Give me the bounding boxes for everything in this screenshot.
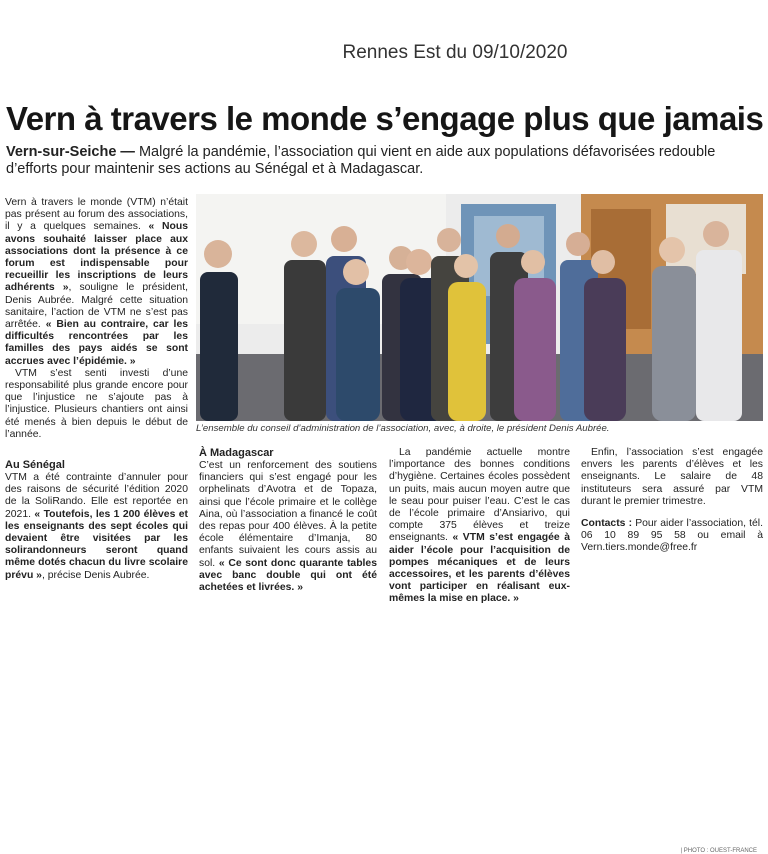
source-date: Rennes Est du 09/10/2020 bbox=[342, 42, 568, 63]
article-headline: Vern à travers le monde s’engage plus que jamais bbox=[6, 100, 764, 137]
photo-credit: | PHOTO : OUEST-FRANCE bbox=[680, 848, 757, 854]
column-4 bbox=[581, 447, 763, 555]
photo-caption: L’ensemble du conseil d’administration de l’association, avec, à droite, le président Denis Aubrée. | PHOTO : OUEST-FRANCE bbox=[196, 423, 757, 854]
contacts-paragraph: Contacts : Pour aider l’association, tél. 06 10 89 95 58 ou email à Vern.tiers.monde@free.fr bbox=[581, 518, 763, 554]
section-heading-senegal: Au Sénégal bbox=[5, 459, 65, 471]
paragraph: C’est un renforcement des soutiens financiers qui s’est engagé pour les orphelinats d’Avotra et de Topaza, ainsi que l’école primaire et le collège Aina, où l’association a financé le coût des repas pour 400 élèves. À la petite école élémentaire d’Imanja, 80 enfants suivaient les cours assis au sol. « Ce sont donc quarante tables avec banc double qui ont été achetées et livrées. » bbox=[199, 460, 377, 594]
group-photo-illustration bbox=[196, 194, 763, 421]
dateline: Vern-sur-Seiche — bbox=[6, 144, 135, 160]
column-3 bbox=[389, 447, 570, 606]
intro-text: Malgré la pandémie, l’association qui vient en aide aux populations défavorisées redouble d’efforts pour maintenir ses actions au Sénégal et à Madagascar. bbox=[6, 144, 716, 177]
paragraph: Enfin, l’association s’est engagée envers les parents d’élèves et les enseignants. Le salaire de 48 instituteurs sera assuré par VTM durant le premier trimestre. bbox=[581, 447, 763, 507]
column-2 bbox=[199, 447, 377, 594]
article-intro bbox=[6, 144, 756, 178]
section-heading-madagascar: À Madagascar bbox=[199, 447, 274, 459]
column-1 bbox=[5, 197, 188, 441]
paragraph: Vern à travers le monde (VTM) n’était pas présent au forum des associations, il y a quelques semaines. « Nous avons souhaité laisser place aux associations dont la présence à ce forum est indispensable pour recueillir les inscriptions de leurs adhérents », souligne le président, Denis Aubrée. Malgré cette situation sanitaire, l’action de VTM ne s’est pas arrêtée. « Bien au contraire, car les difficultés rencontrées par les familles des pays aidés se sont accrues avec l’épidémie. » bbox=[5, 197, 188, 367]
paragraph: VTM a été contrainte d’annuler pour des raisons de sécurité l’édition 2020 de la SoliRando. Elle est reportée en 2021. « Toutefois, les 1 200 élèves et les enseignants des sept écoles qui devaient être visitées par les solirandonneurs seront quand même dotés chacun du livre scolaire prévu », précise Denis Aubrée. bbox=[5, 472, 188, 581]
group-photo bbox=[196, 194, 763, 421]
paragraph: La pandémie actuelle montre l’importance des bonnes conditions d’hygiène. Certaines écoles possèdent un puits, mais aucun moyen autre que le seau pour puiser l’eau. C’est le cas de l’école primaire d’Ansiarivo, qui compte 375 élèves et treize enseignants. « VTM s’est engagée à aider l’école pour l’acquisition de pompes mécaniques et de leurs accessoires, et les parents d’élèves vont participer en réalisant eux-mêmes la mise en place. » bbox=[389, 447, 570, 605]
paragraph: VTM s’est senti investi d’une responsabilité plus grande encore pour que l’injustice ne s’ajoute pas à l’injustice. Plusieurs chantiers ont ainsi été menés à bien depuis le début de l’année. bbox=[5, 367, 188, 440]
column-1-senegal bbox=[5, 459, 188, 582]
